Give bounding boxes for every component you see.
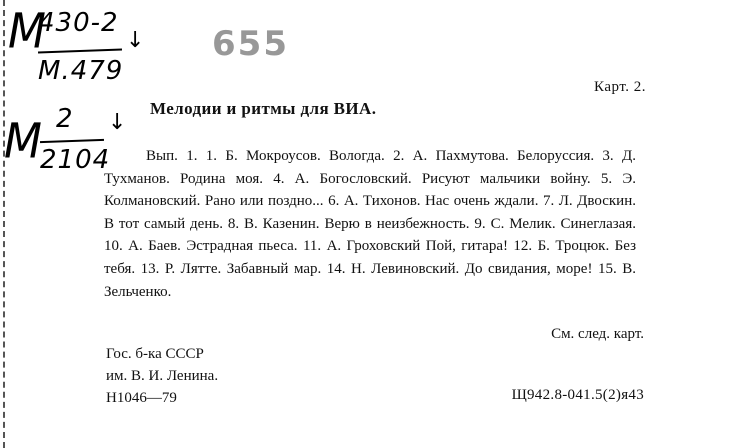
see-next-card: См. след. карт. xyxy=(551,326,644,342)
library-line-2: им. В. И. Ленина. xyxy=(106,368,219,384)
shelfmark-top-letter: М xyxy=(8,3,47,60)
shelfmark-bottom-letter: М xyxy=(4,113,43,170)
record-title: Мелодии и ритмы для ВИА. xyxy=(150,99,377,118)
handwritten-mark-2: ↓ xyxy=(108,110,128,135)
library-line-3: Н1046—79 xyxy=(106,390,177,406)
shelfmark-bottom-denominator: 2104 xyxy=(40,145,111,175)
library-stamp-number: 6‍55 xyxy=(212,24,289,64)
shelfmark-bottom-numerator: 2 xyxy=(56,104,74,134)
card-left-border xyxy=(3,0,5,448)
handwritten-mark-1: ↓ xyxy=(126,28,146,53)
shelfmark-bottom-fraction-bar xyxy=(40,139,104,143)
contents-note xyxy=(104,145,636,303)
card-number: Карт. 2. xyxy=(594,79,646,95)
library-imprint xyxy=(106,343,218,409)
classification-code: Щ942.8-041.5(2)я43 xyxy=(511,387,644,403)
contents-text: Вып. 1. 1. Б. Мокроусов. Вологда. 2. А. Пахмутова. Белоруссия. 3. Д. Тухманов. Родина моя. 4. А. Богословский. Рисуют мальчики войну. 5. Э. Колмановский. Рано или поздно... 6. А. Тихонов. Нас очень ждали. 7. Л. Двоскин. В тот самый день. 8. В. Казенин. Верю в неизбежность. 9. С. Мелик. Синеглазая. 10. А. Баев. Эстрадная пьеса. 11. А. Гроховский Пой, гитара! 12. Б. Троцюк. Без тебя. 13. Р. Лятте. Забавный мар. 14. Н. Левиновский. До свидания, море! 15. В. Зельченко. xyxy=(104,148,636,300)
library-line-1: Гос. б-ка СССР xyxy=(106,346,204,362)
shelfmark-top-numerator: 430-2 xyxy=(38,8,119,38)
shelfmark-top-fraction-bar xyxy=(38,49,122,54)
shelfmark-top-denominator: М.479 xyxy=(38,56,124,86)
